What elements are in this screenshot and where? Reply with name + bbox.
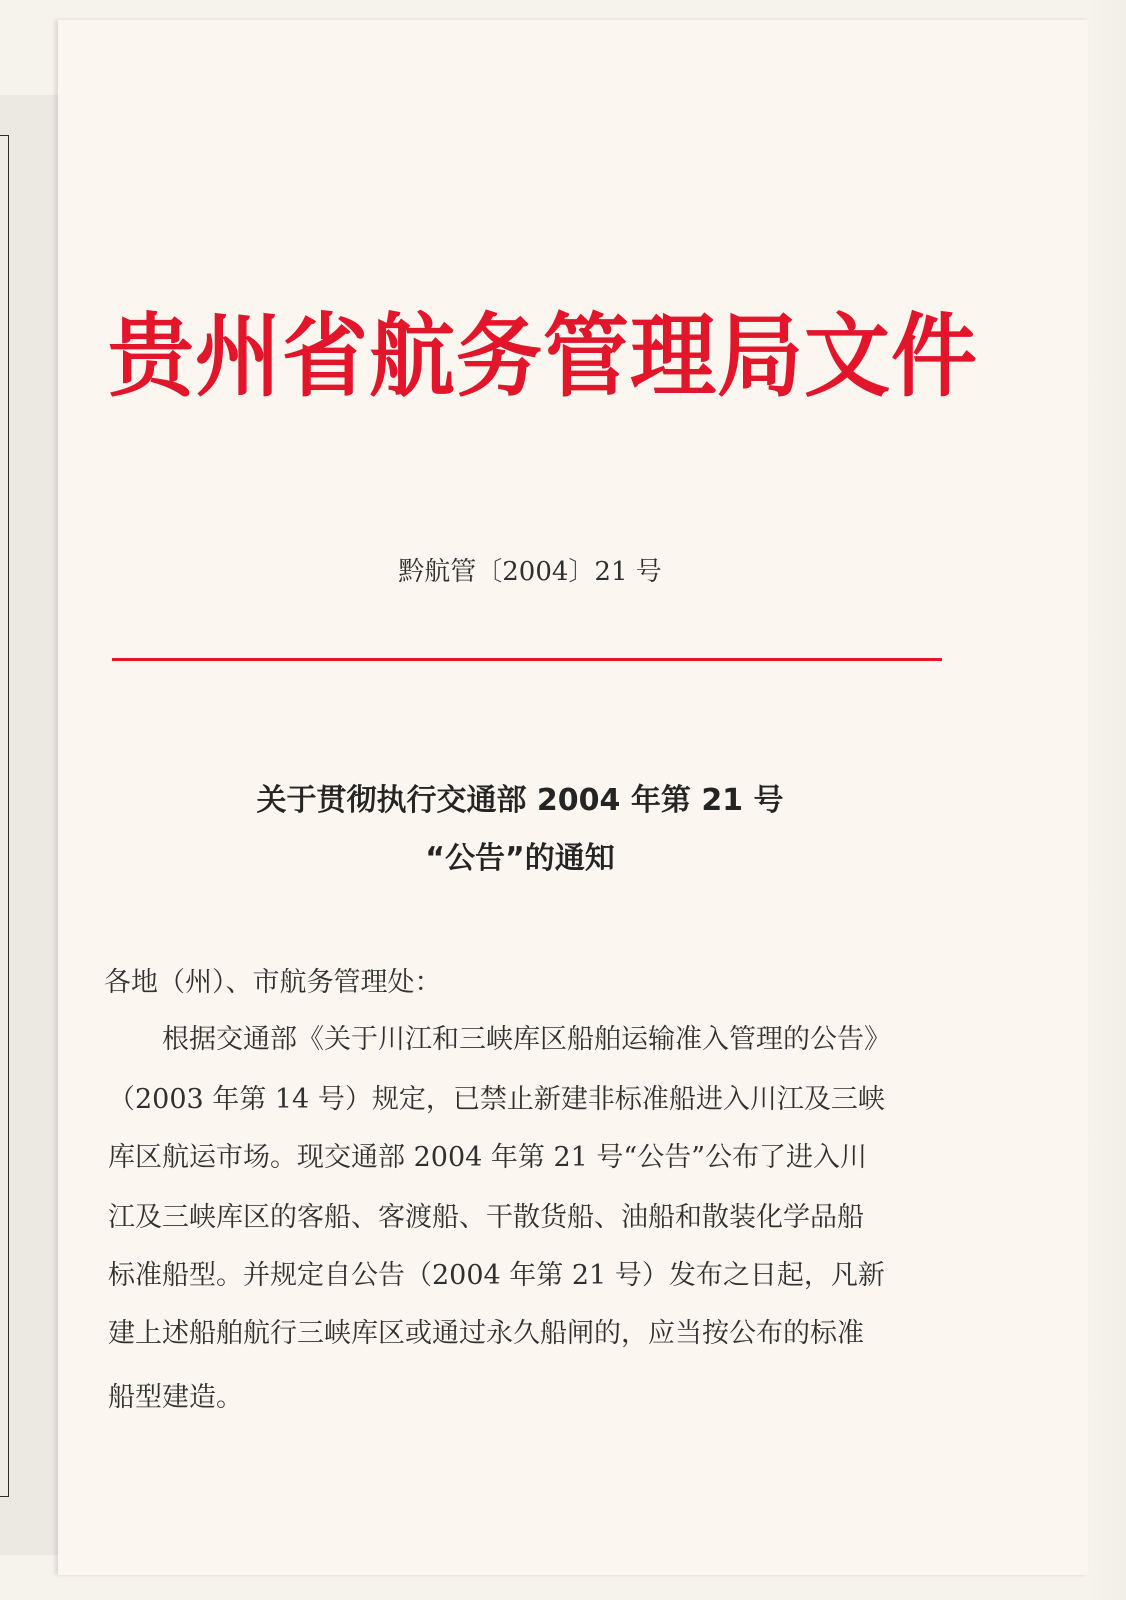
body-paragraph-line: 船型建造。 <box>108 1382 243 1413</box>
back-page-frame <box>0 135 9 1497</box>
body-paragraph-line: 库区航运市场。现交通部 2004 年第 21 号“公告”公布了进入川 <box>108 1142 868 1173</box>
red-divider-line <box>112 658 942 661</box>
document-number: 黔航管〔2004〕21 号 <box>398 557 662 587</box>
body-paragraph-line: （2003 年第 14 号）规定，已禁止新建非标准船进入川江及三峡 <box>108 1084 885 1115</box>
salutation: 各地（州）、市航务管理处： <box>104 967 442 998</box>
scan-edge-shadow <box>1086 0 1126 1600</box>
body-paragraph-line: 建上述船舶航行三峡库区或通过永久船闸的，应当按公布的标准 <box>108 1318 864 1349</box>
body-paragraph-line: 标准船型。并规定自公告（2004 年第 21 号）发布之日起，凡新 <box>108 1260 885 1291</box>
notice-title-line-1: 关于贯彻执行交通部 2004 年第 21 号 <box>256 783 784 818</box>
body-paragraph-line: 江及三峡库区的客船、客渡船、干散货船、油船和散装化学品船 <box>108 1202 864 1233</box>
notice-title-line-2: “公告”的通知 <box>425 841 615 876</box>
body-paragraph-line: 根据交通部《关于川江和三峡库区船舶运输准入管理的公告》 <box>162 1024 891 1055</box>
masthead-title: 贵州省航务管理局文件 <box>108 303 978 410</box>
